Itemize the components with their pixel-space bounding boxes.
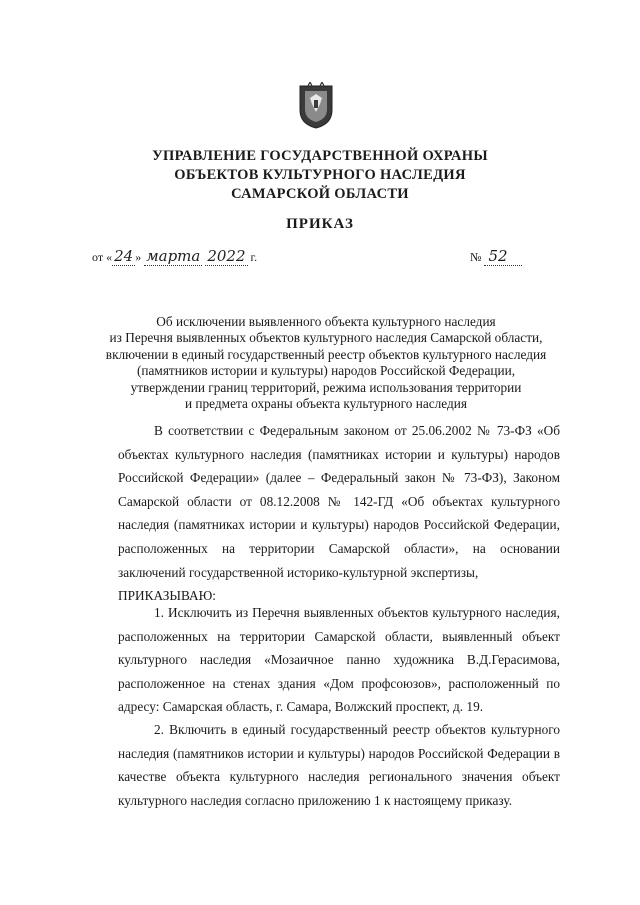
number-value: 52: [484, 247, 521, 266]
org-name-line2: ОБЪЕКТОВ КУЛЬТУРНОГО НАСЛЕДИЯ: [174, 167, 466, 183]
date-day: 24: [114, 247, 134, 265]
org-name-line3: САМАРСКОЙ ОБЛАСТИ: [231, 186, 409, 202]
date-month: марта: [146, 247, 201, 265]
order-subject: [100, 314, 552, 412]
number-label: №: [470, 250, 485, 264]
item-2-block: [118, 718, 560, 812]
document-number: [470, 247, 522, 265]
order-item-2: 2. Включить в единый государственный реестр объектов культурного наследия (памятников истории и культуры) народов Российской Федерации в качестве объекта культурного наследия регионального значения объект культурного наследия согласно приложению 1 к настоящему приказу.: [118, 722, 560, 808]
subject-line: из Перечня выявленных объектов культурного наследия Самарской области,: [109, 330, 543, 346]
date-year: 2022: [207, 247, 246, 265]
document-date: [92, 247, 257, 265]
preamble-paragraph: В соответствии с Федеральным законом от 25.06.2002 № 73-ФЗ «Об объектах культурного наследия (памятниках истории и культуры) народов Российской Федерации» (далее – Федеральный закон № 73-ФЗ), Законом Самарской области от 08.12.2008 № 142-ГД «Об объектах культурного наследия (памятниках истории и культуры) народов Российской Федерации, расположенных на территории Самарской области», на основании заключений государственной историко-культурной экспертизы,: [118, 423, 560, 580]
subject-line: и предмета охраны объекта культурного наследия: [184, 396, 468, 412]
order-item-1: 1. Исключить из Перечня выявленных объектов культурного наследия, расположенных на территории Самарской области, выявленный объект культурного наследия «Мозаичное панно художника В.Д.Герасимова, расположенное на стенах здания «Дом профсоюзов», расположенный по адресу: Самарская область, г. Самара, Волжский проспект, д. 19.: [118, 605, 560, 715]
subject-line: (памятников истории и культуры) народов Российской Федерации,: [136, 363, 516, 379]
org-name-line1: УПРАВЛЕНИЕ ГОСУДАРСТВЕННОЙ ОХРАНЫ: [152, 148, 488, 164]
order-word: ПРИКАЗЫВАЮ:: [118, 588, 216, 604]
item-1-block: [118, 601, 560, 719]
subject-line: утверждении границ территорий, режима использования территории: [130, 379, 522, 395]
coat-of-arms-icon: [296, 82, 336, 130]
document-type: ПРИКАЗ: [286, 216, 354, 232]
subject-line: включении в единый государственный реестр объектов культурного наследия: [105, 346, 547, 362]
subject-line: Об исключении выявленного объекта культурного наследия: [156, 314, 496, 329]
date-suffix: г.: [247, 250, 258, 264]
date-prefix: от «: [92, 250, 113, 264]
date-mid: »: [135, 250, 145, 264]
preamble-block: [118, 419, 560, 608]
